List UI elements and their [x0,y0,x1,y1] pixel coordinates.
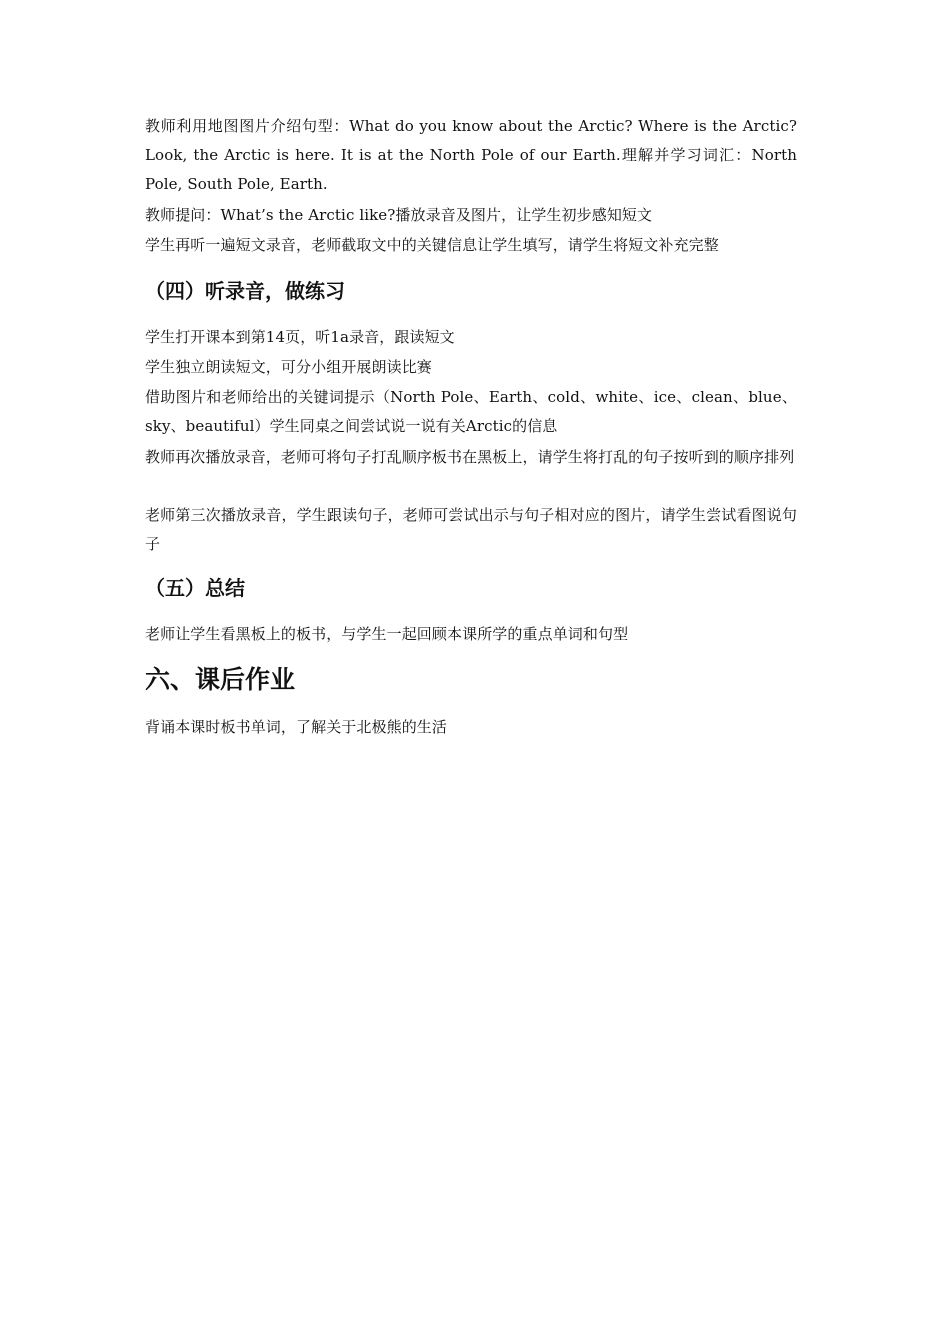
paragraph-read-aloud: 学生独立朗读短文，可分小组开展朗读比赛 [145,358,432,376]
paragraph-homework: 背诵本课时板书单词，了解关于北极熊的生活 [145,718,448,736]
section-heading-homework: 六、课后作业 [145,665,296,694]
section-heading-summary: （五）总结 [145,576,245,600]
paragraph-third-playback: 老师第三次播放录音，学生跟读句子，老师可尝试出示与句子相对应的图片，请学生尝试看图说句子 [145,506,797,553]
paragraph-open-textbook: 学生打开课本到第14页，听1a录音，跟读短文 [145,328,455,346]
paragraph-sentence-patterns: 教师利用地图图片介绍句型：What do you know about the Arctic? Where is the Arctic? Look, the Arctic is here. It is at the North Pole of our Earth.理解并学习词汇：North Pole, South Pole, Earth. [145,117,797,193]
paragraph-fill-in: 学生再听一遍短文录音，老师截取文中的关键信息让学生填写，请学生将短文补充完整 [145,236,719,254]
paragraph-reorder-sentences: 教师再次播放录音，老师可将句子打乱顺序板书在黑板上，请学生将打乱的句子按听到的顺序排列 [145,448,795,466]
paragraph-keywords: 借助图片和老师给出的关键词提示（North Pole、Earth、cold、white、ice、clean、blue、sky、beautiful）学生同桌之间尝试说一说有关Arctic的信息 [145,388,797,435]
section-heading-listen: （四）听录音，做练习 [145,279,345,303]
paragraph-teacher-question: 教师提问：What’s the Arctic like?播放录音及图片，让学生初步感知短文 [145,206,653,224]
paragraph-summary: 老师让学生看黑板上的板书，与学生一起回顾本课所学的重点单词和句型 [145,625,629,643]
